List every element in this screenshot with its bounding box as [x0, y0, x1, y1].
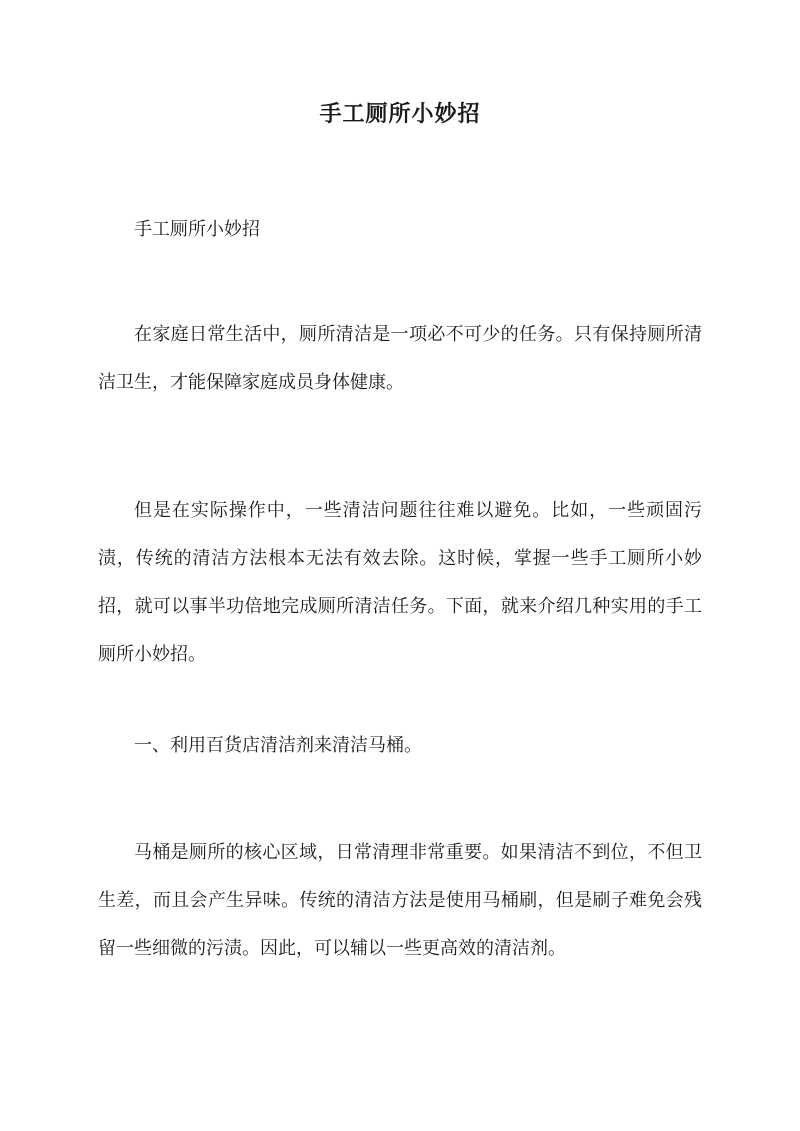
subtitle-paragraph: 手工厕所小妙招 — [134, 219, 260, 240]
intro-paragraph: 在家庭日常生活中，厕所清洁是一项必不可少的任务。只有保持厕所清洁卫生，才能保障家庭成员身体健康。 — [98, 324, 702, 393]
problem-paragraph: 但是在实际操作中，一些清洁问题往往难以避免。比如，一些顽固污渍，传统的清洁方法根本无法有效去除。这时候，掌握一些手工厕所小妙招，就可以事半功倍地完成厕所清洁任务。下面，就来介绍几种实用的手工厕所小妙招。 — [98, 500, 702, 665]
toilet-paragraph: 马桶是厕所的核心区域，日常清理非常重要。如果清洁不到位，不但卫生差，而且会产生异味。传统的清洁方法是使用马桶刷，但是刷子难免会残留一些细微的污渍。因此，可以辅以一些更高效的清洁剂。 — [98, 842, 702, 959]
section-heading-1: 一、利用百货店清洁剂来清洁马桶。 — [134, 735, 422, 756]
document-title: 手工厕所小妙招 — [319, 101, 481, 127]
